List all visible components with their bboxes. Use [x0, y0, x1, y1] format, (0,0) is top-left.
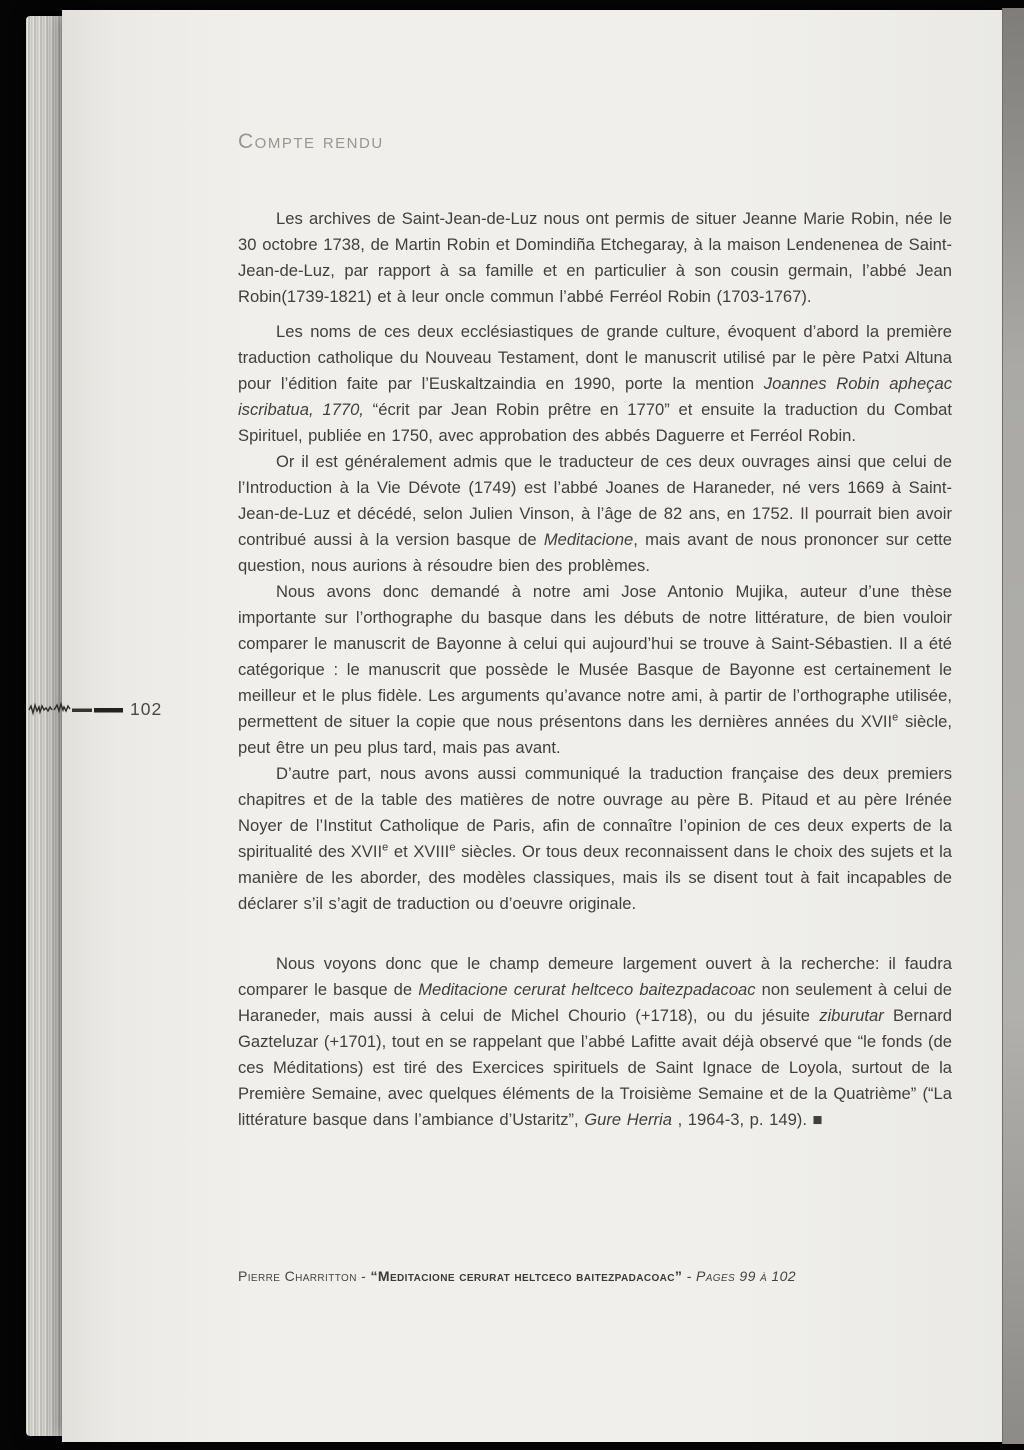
footer-pages: - Pages 99 à 102	[682, 1268, 796, 1284]
paragraph	[238, 951, 952, 1133]
italic-text-run: Gure Herria	[584, 1110, 672, 1129]
body-text	[238, 206, 952, 1133]
right-page-edge	[1002, 8, 1024, 1444]
text-run: siècle, peut être un peu plus tard, mais pas avant.	[238, 712, 952, 757]
text-run: D’autre part, nous avons aussi communiqué la traduction française des deux premiers chapitres et de la table des matières de notre ouvrage au père B. Pitaud et au père Irénée Noyer de l’Institut Catholique de Paris, afin de connaître l’opinion de ces deux experts de la spiritualité des XVII	[238, 764, 952, 861]
running-head: Compte rendu	[238, 130, 384, 153]
footer-article-title: “Meditacione cerurat heltceco baitezpadacoac”	[370, 1268, 683, 1284]
paragraph	[238, 761, 952, 917]
margin-waveform-mark-icon	[28, 701, 124, 719]
text-run: Bernard Gazteluzar (+1701), tout en se rappelant que l’abbé Lafitte avait déjà observé que “le fonds (de ces Méditations) est tiré des Exercices spirituels de Saint Ignace de Loyola, surtout de la Première Semaine, avec quelques éléments de la Troisième Semaine et de la Quatrième” (“La littérature basque dans l’ambiance d’Ustaritz”,	[238, 1006, 952, 1129]
footer-separator: -	[356, 1268, 371, 1284]
text-run: Les archives de Saint-Jean-de-Luz nous ont permis de situer Jeanne Marie Robin, née le 30 octobre 1738, de Martin Robin et Domindiña Etchegaray, à la maison Lendenenea de Saint-Jean-de-Luz, par rapport à sa famille et en particulier à son cousin germain, l’abbé Jean Robin(1739-1821) et à leur oncle commun l’abbé Ferréol Robin (1703-1767).	[238, 209, 952, 306]
italic-text-run: Meditacione	[543, 530, 634, 549]
footer-author: Pierre Charritton	[238, 1268, 357, 1284]
superscript-run: e	[449, 841, 456, 854]
text-run: non seulement à celui de Haraneder, mais aussi à celui de Michel Chourio (+1718), ou du jésuite	[238, 980, 952, 1025]
italic-text-run: Meditacione cerurat heltceco baitezpadacoac	[418, 980, 756, 999]
superscript-run: e	[382, 841, 389, 854]
text-run: et XVIII	[388, 842, 450, 861]
text-run: Nous voyons donc que le champ demeure largement ouvert à la recherche: il faudra comparer le basque de	[238, 954, 952, 999]
paragraph	[238, 206, 952, 310]
text-run: siècles. Or tous deux reconnaissent dans le choix des sujets et la manière de les aborder, des modèles classiques, mais ils se disent tout à fait incapables de déclarer s’il s’agit de traduction ou d’oeuvre originale.	[238, 842, 952, 913]
text-run: Or il est généralement admis que le traducteur de ces deux ouvrages ainsi que celui de l’Introduction à la Vie Dévote (1749) est l’abbé Joanes de Haraneder, né vers 1669 à Saint-Jean-de-Luz et décédé, selon Julien Vinson, à l’âge de 82 ans, en 1752. Il pourrait bien avoir contribué aussi à la version basque de	[238, 452, 952, 549]
text-run: “écrit par Jean Robin prêtre en 1770” et ensuite la traduction du Combat Spirituel, publiée en 1750, avec approbation des abbés Daguerre et Ferréol Robin.	[238, 400, 952, 445]
text-run: Nous avons donc demandé à notre ami Jose Antonio Mujika, auteur d’une thèse importante sur l’orthographe du basque dans les débuts de notre littérature, de bien vouloir comparer le manuscrit de Bayonne à celui qui aujourd’hui se trouve à Saint-Sébastien. Il a été catégorique : le manuscrit que possède le Musée Basque de Bayonne est certainement le meilleur et le plus fidèle. Les arguments qu’avance notre ami, à partir de l’orthographe utilisée, permettent de situer la copie que nous présentons dans les dernières années du XVII	[238, 582, 952, 731]
margin-page-number-block	[28, 699, 162, 720]
paragraph	[238, 449, 952, 579]
italic-text-run: Joannes Robin apheçac iscribatua, 1770,	[238, 374, 952, 419]
italic-text-run: ziburutar	[819, 1006, 884, 1025]
paragraph	[238, 319, 952, 449]
text-run: , 1964-3, p. 149). ■	[671, 1110, 823, 1129]
paragraph	[238, 579, 952, 761]
text-run: , mais avant de nous prononcer sur cette question, nous aurions à résoudre bien des problèmes.	[238, 530, 952, 575]
book-page	[62, 10, 1002, 1442]
page-number: 102	[130, 699, 163, 719]
text-run: Les noms de ces deux ecclésiastiques de grande culture, évoquent d’abord la première traduction catholique du Nouveau Testament, dont le manuscrit utilisé par le père Patxi Altuna pour l’édition faite par l’Euskaltzaindia en 1990, porte la mention	[238, 322, 952, 393]
page-footer	[238, 1268, 952, 1284]
superscript-run: e	[892, 711, 899, 724]
